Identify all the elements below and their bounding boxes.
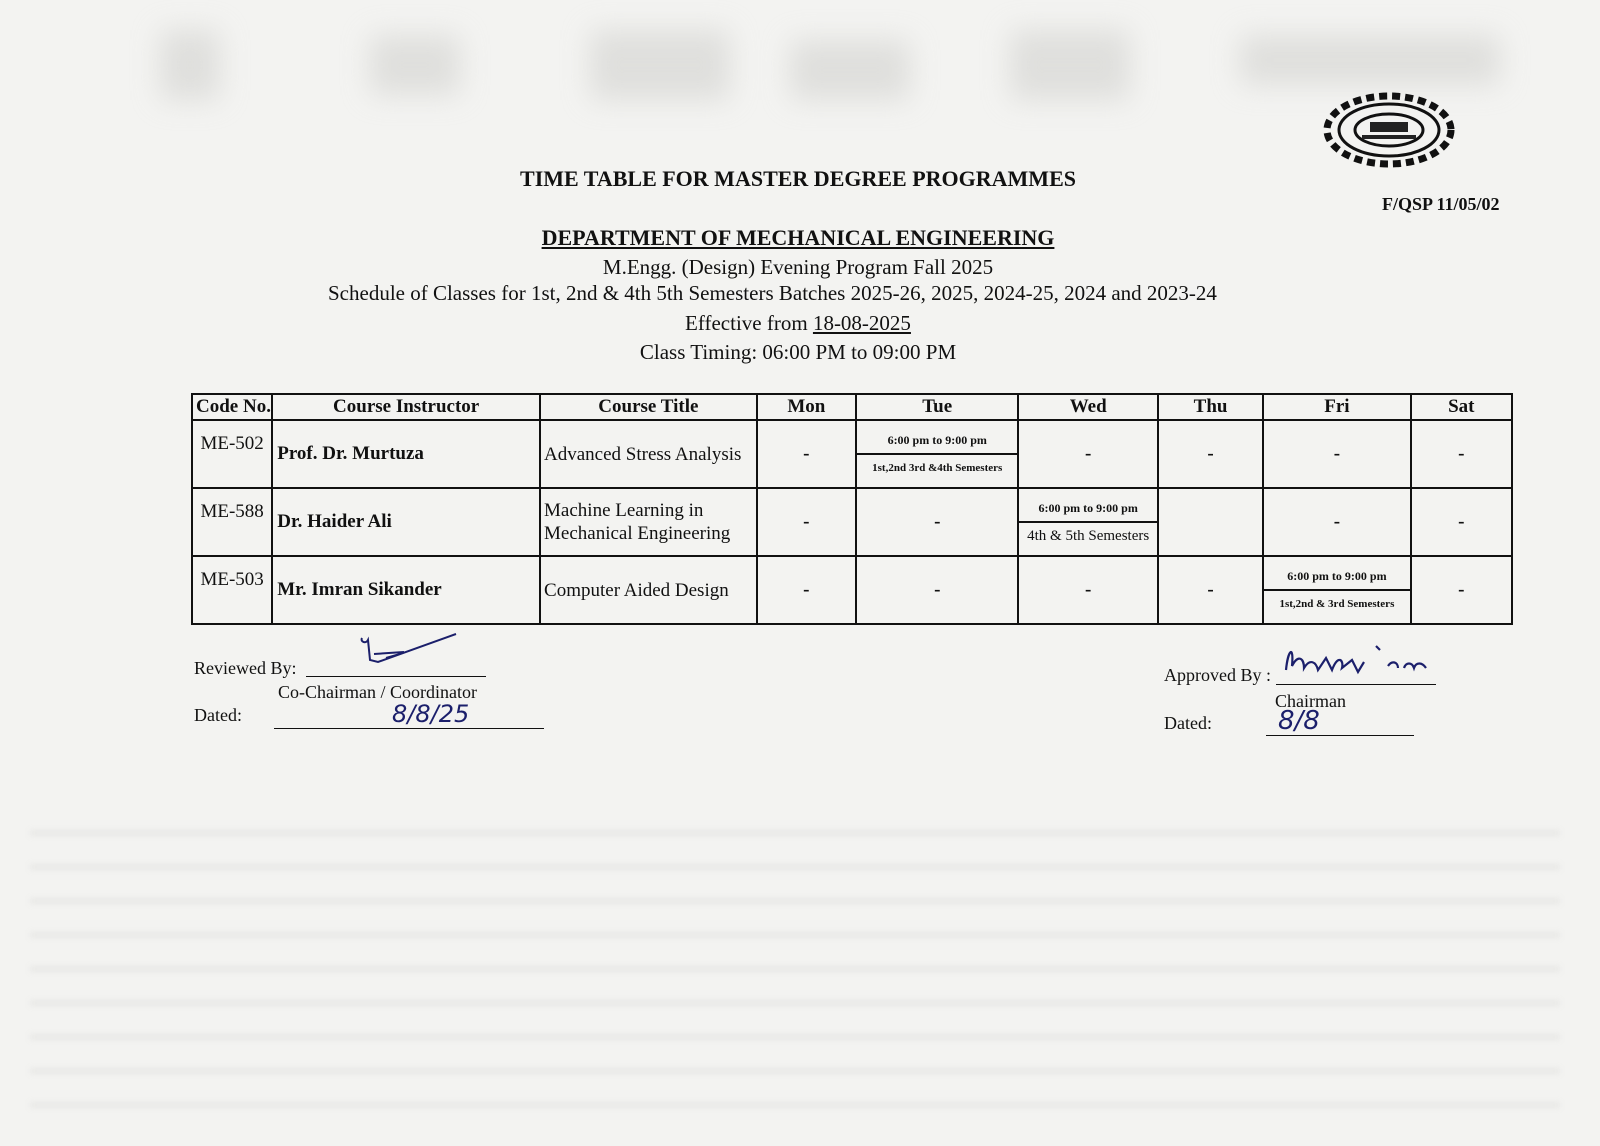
reviewer-signature [356,632,466,676]
thu-cell [1158,488,1263,556]
mon-cell: - [757,556,856,624]
course-instructor: Mr. Imran Sikander [272,556,540,624]
timetable [191,393,1513,625]
slot-semesters: 4th & 5th Semesters [1019,521,1156,549]
fri-cell: - [1263,420,1410,488]
university-seal-icon [1322,90,1456,170]
wed-cell: - [1018,556,1157,624]
course-instructor: Dr. Haider Ali [272,488,540,556]
tue-cell: - [856,488,1018,556]
mon-cell: - [757,488,856,556]
table-header-row [192,394,1512,420]
col-header-thu: Thu [1158,394,1263,420]
course-title: Advanced Stress Analysis [540,420,757,488]
col-header-instructor: Course Instructor [272,394,540,420]
tue-cell [856,420,1018,488]
effective-date: 18-08-2025 [812,311,911,335]
form-code: F/QSP 11/05/02 [1382,194,1500,214]
wed-cell: - [1018,420,1157,488]
course-code: ME-502 [192,420,272,488]
course-title-line: Mechanical Engineering [544,523,731,544]
course-instructor: Prof. Dr. Murtuza [272,420,540,488]
reviewed-label: Reviewed By: [194,658,297,678]
approver-signature [1280,640,1440,686]
mon-cell: - [757,420,856,488]
course-code: ME-588 [192,488,272,556]
col-header-sat: Sat [1411,394,1512,420]
tue-cell: - [856,556,1018,624]
wed-cell [1018,488,1157,556]
reviewed-date: 8/8/25 [392,700,470,728]
sat-cell: - [1411,420,1512,488]
approved-date: 8/8 [1278,706,1320,736]
approved-role: Chairman [1275,691,1346,711]
effective-label: Effective from [685,311,808,335]
slot-time: 6:00 pm to 9:00 pm [1038,500,1138,515]
effective-line [0,311,1600,336]
col-header-wed: Wed [1018,394,1157,420]
fri-cell: - [1263,488,1410,556]
table-row [192,556,1512,624]
sat-cell: - [1411,488,1512,556]
col-header-tue: Tue [856,394,1018,420]
slot-semesters: 1st,2nd 3rd &4th Semesters [857,453,1017,481]
col-header-title: Course Title [540,394,757,420]
col-header-fri: Fri [1263,394,1410,420]
document-title: TIME TABLE FOR MASTER DEGREE PROGRAMMES [520,166,1076,191]
schedule-line: Schedule of Classes for 1st, 2nd & 4th 5th Semesters Batches 2025-26, 2025, 2024-25, 2024 and 2023-24 [328,281,1217,305]
table-row [192,488,1512,556]
slot-time: 6:00 pm to 9:00 pm [887,432,987,447]
course-code: ME-503 [192,556,272,624]
table-row [192,420,1512,488]
program-name: M.Engg. (Design) Evening Program Fall 2025 [602,255,994,279]
reviewed-date-line [274,728,544,729]
approved-label: Approved By : [1164,665,1271,685]
course-title [540,488,757,556]
slot-time: 6:00 pm to 9:00 pm [1287,568,1387,583]
course-title-line: Machine Learning in [544,500,704,521]
col-header-mon: Mon [757,394,856,420]
reviewed-role: Co-Chairman / Coordinator [278,682,477,702]
slot-semesters: 1st,2nd & 3rd Semesters [1264,589,1409,617]
thu-cell: - [1158,420,1263,488]
fri-cell [1263,556,1410,624]
reviewed-dated-label: Dated: [194,705,242,725]
reviewed-signature-line [306,676,486,677]
approved-dated-label: Dated: [1164,713,1212,733]
class-timing: Class Timing: 06:00 PM to 09:00 PM [639,340,957,364]
thu-cell: - [1158,556,1263,624]
sat-cell: - [1411,556,1512,624]
department-name: DEPARTMENT OF MECHANICAL ENGINEERING [541,225,1055,250]
col-header-code: Code No. [192,394,272,420]
course-title: Computer Aided Design [540,556,757,624]
